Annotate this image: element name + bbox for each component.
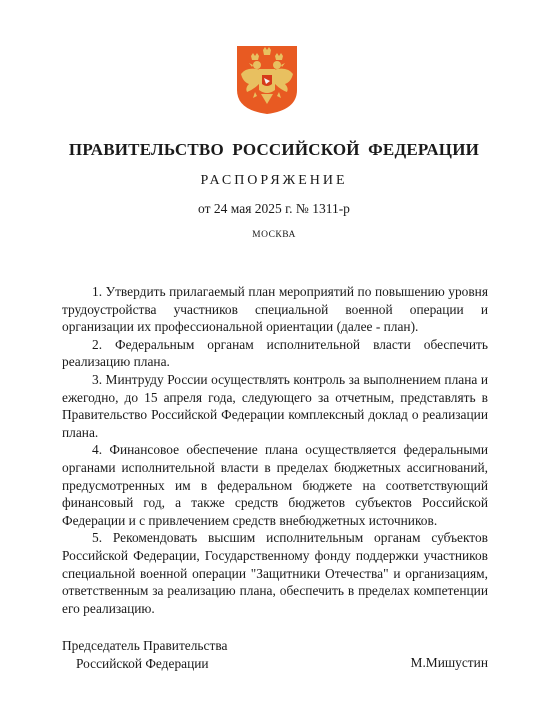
signatory-position-line-1: Председатель Правительства [62, 638, 228, 653]
paragraph-5: 5. Рекомендовать высшим исполнительным органам субъектов Российской Федерации, Государственному фонду поддержки участников специальной военной операции "Защитники Отечества" и организациям, ответственным за реализацию плана, обеспечить в пределах компетенции его реализацию. [62, 530, 488, 616]
signatory-position-line-2: Российской Федерации [76, 655, 209, 671]
coat-of-arms-emblem [235, 44, 299, 116]
document-type: РАСПОРЯЖЕНИЕ [200, 173, 348, 188]
document-city: МОСКВА [252, 230, 296, 240]
paragraph-3: 3. Минтруду России осуществлять контроль за выполнением плана и ежегодно, до 15 апреля года, следующего за отчетным, представлять в Правительство Российской Федерации комплексный доклад о реализации плана. [62, 371, 488, 440]
government-title: ПРАВИТЕЛЬСТВО РОССИЙСКОЙ ФЕДЕРАЦИИ [68, 140, 480, 159]
paragraph-1: 1. Утвердить прилагаемый план мероприятий по повышению уровня трудоустройства участников специальной военной операции и организации их профессиональной ориентации (далее - план). [62, 284, 488, 335]
russian-coat-of-arms-icon [235, 44, 299, 116]
document-date-number: от 24 мая 2025 г. № 1311-р [198, 201, 350, 216]
signatory-name: М.Мишустин [410, 655, 488, 670]
order-body [62, 283, 488, 617]
paragraph-4: 4. Финансовое обеспечение плана осуществляется федеральными органами исполнительной власти в пределах бюджетных ассигнований, предусмотренных им в федеральном бюджете на соответствующий финансовый год, а также средств бюджетов субъектов Российской Федерации и с привлечением средств внебюджетных источников. [62, 442, 488, 528]
paragraph-2: 2. Федеральным органам исполнительной власти обеспечить реализацию плана. [62, 336, 488, 370]
signatory-position [62, 637, 302, 672]
